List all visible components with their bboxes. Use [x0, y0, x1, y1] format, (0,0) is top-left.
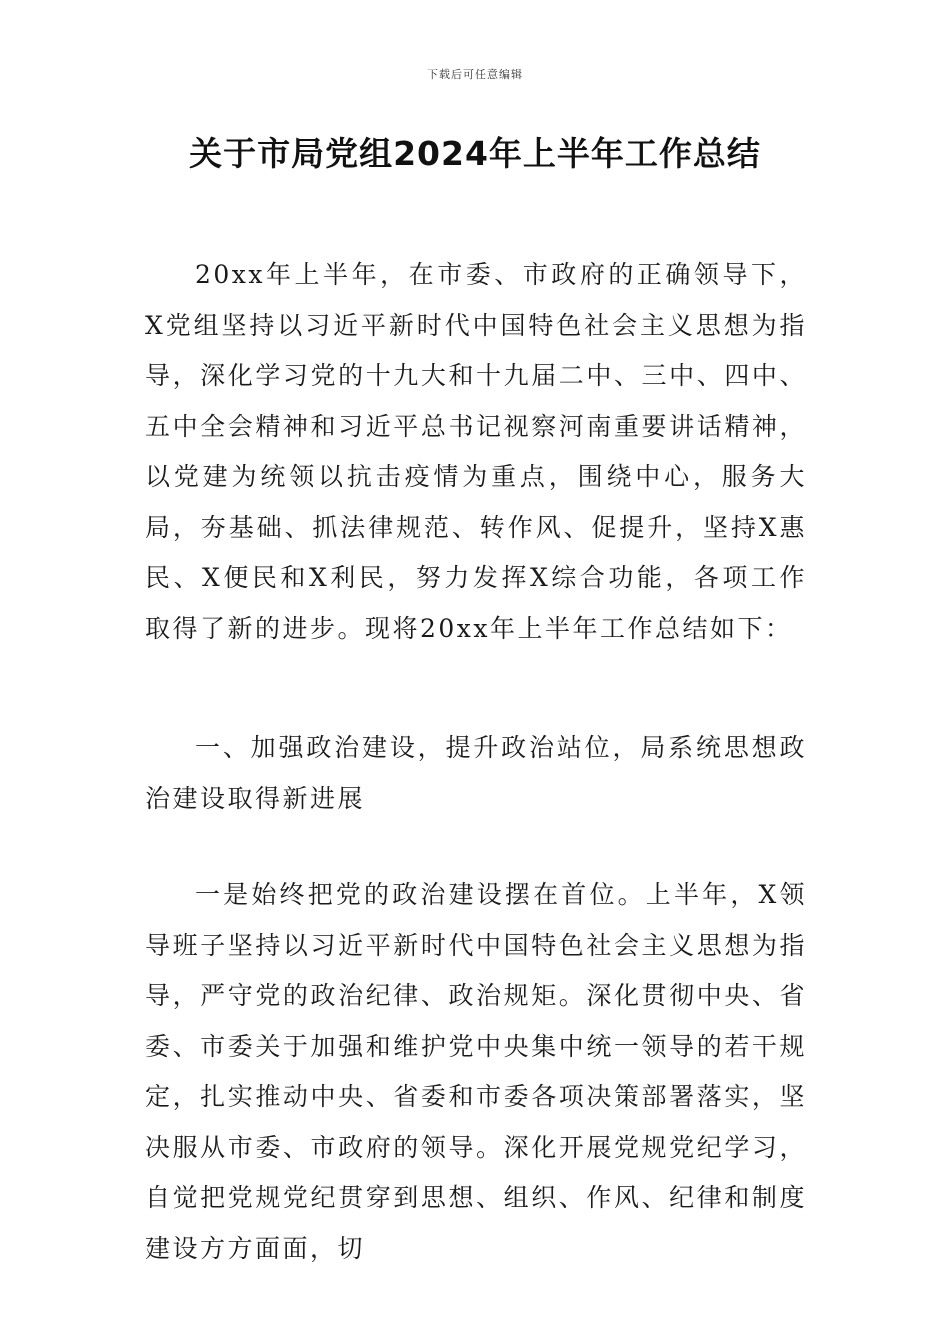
document-title: 关于市局党组2024年上半年工作总结 [189, 134, 761, 173]
body-paragraph: 一是始终把党的政治建设摆在首位。上半年，X领导班子坚持以习近平新时代中国特色社会主义思想为指导，严守党的政治纪律、政治规矩。深化贯彻中央、省委、市委关于加强和维护党中央集中统一领导的若干规定，扎实推动中央、省委和市委各项决策部署落实，坚决服从市委、市政府的领导。深化开展党规党纪学习，自觉把党规党纪贯穿到思想、组织、作风、纪律和制度建设方方面面，切 [145, 880, 807, 1263]
section-heading: 一、加强政治建设，提升政治站位，局系统思想政治建设取得新进展 [145, 733, 807, 813]
body-paragraph: 20xx年上半年，在市委、市政府的正确领导下，X党组坚持以习近平新时代中国特色社会主义思想为指导，深化学习党的十九大和十九届二中、三中、四中、五中全会精神和习近平总书记视察河南重要讲话精神，以党建为统领以抗击疫情为重点，围绕中心，服务大局，夯基础、抓法律规范、转作风、促提升，坚持X惠民、X便民和X利民，努力发挥X综合功能，各项工作取得了新的进步。现将20xx年上半年工作总结如下： [145, 260, 807, 643]
header-note: 下载后可任意编辑 [427, 68, 523, 81]
